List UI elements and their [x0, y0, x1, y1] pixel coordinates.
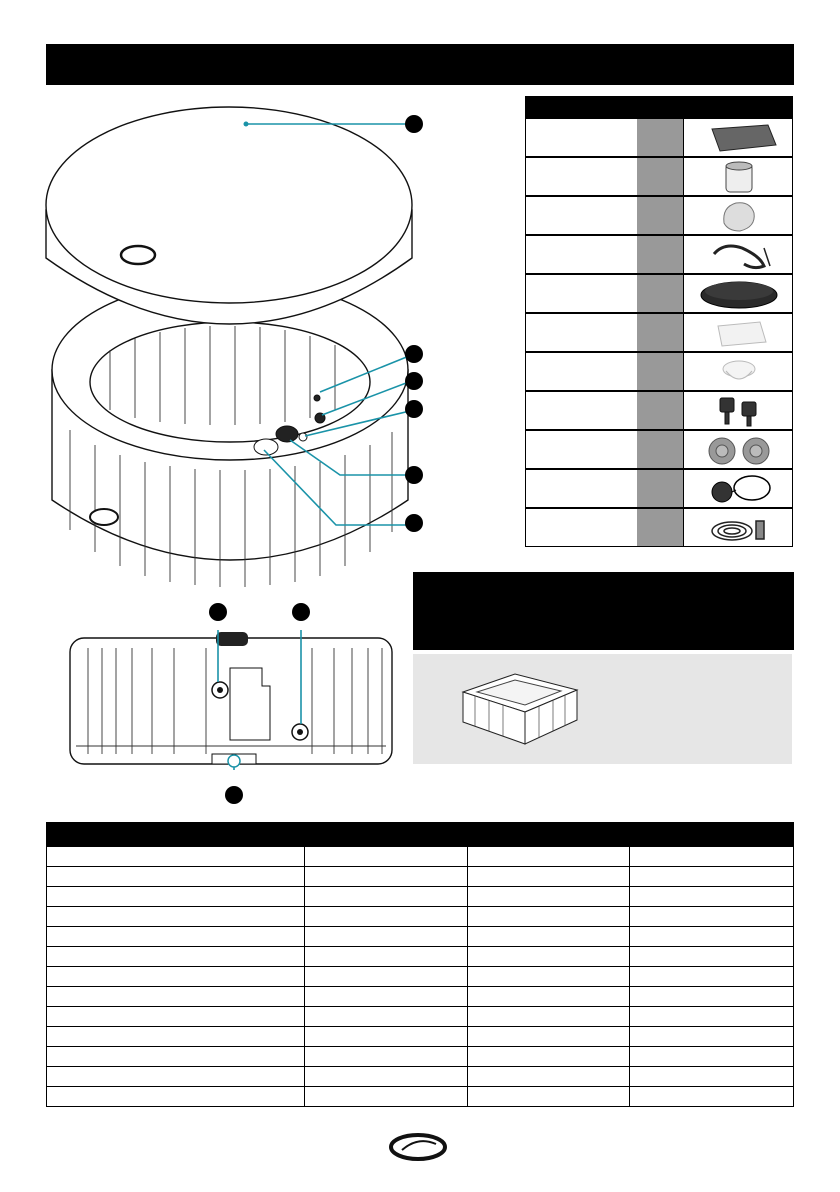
accessory-row	[525, 118, 793, 157]
specs-cell	[304, 867, 468, 887]
callout-marker-4	[405, 400, 423, 418]
specs-cell	[630, 947, 794, 967]
brand-logo-icon	[388, 1132, 448, 1162]
specs-cell	[468, 1007, 630, 1027]
specs-cell	[304, 907, 468, 927]
specs-cell	[630, 847, 794, 867]
specs-cell	[630, 887, 794, 907]
specs-cell	[468, 887, 630, 907]
specs-table	[46, 846, 794, 1107]
led-light-strip-icon	[712, 521, 764, 540]
accessory-row	[525, 469, 793, 508]
chemical-floater-icon	[724, 203, 754, 231]
specs-row	[47, 1067, 794, 1087]
cover-lock-icon	[720, 398, 756, 426]
specs-cell	[304, 947, 468, 967]
specs-cell	[630, 907, 794, 927]
specs-cell	[304, 967, 468, 987]
specs-cell	[468, 1067, 630, 1087]
specs-cell	[304, 1027, 468, 1047]
specs-row	[47, 927, 794, 947]
cover-logo	[121, 246, 155, 264]
specs-cell	[47, 1027, 305, 1047]
callout-marker-8	[292, 603, 310, 621]
specs-cell	[47, 967, 305, 987]
specs-cell	[47, 1067, 305, 1087]
tub-logo	[90, 509, 118, 525]
callout-marker-1	[405, 115, 423, 133]
square-model-panel	[413, 654, 792, 764]
specs-cell	[47, 927, 305, 947]
specs-row	[47, 1047, 794, 1067]
specs-cell	[304, 847, 468, 867]
specs-cell	[304, 1007, 468, 1027]
accessory-row	[525, 274, 793, 313]
tub-side-view	[66, 630, 396, 770]
specs-cell	[47, 987, 305, 1007]
specs-cell	[630, 867, 794, 887]
specs-row	[47, 967, 794, 987]
specs-cell	[304, 887, 468, 907]
spa-cover-icon	[701, 282, 777, 308]
specs-cell	[47, 887, 305, 907]
specs-row	[47, 887, 794, 907]
specs-cell	[630, 1087, 794, 1107]
specs-cell	[468, 867, 630, 887]
hot-tub-illustration	[40, 100, 430, 600]
specs-cell	[630, 967, 794, 987]
specs-row	[47, 1027, 794, 1047]
filter-cartridge-icon	[726, 162, 752, 192]
specs-cell	[468, 1087, 630, 1107]
specs-cell	[468, 987, 630, 1007]
callout-marker-7	[209, 603, 227, 621]
drain-adapter-icon	[712, 476, 770, 502]
page-header-bar	[46, 44, 794, 85]
specs-cell	[47, 847, 305, 867]
inflation-hose-icon	[714, 246, 770, 268]
specs-cell	[47, 1007, 305, 1027]
callout-marker-6	[405, 514, 423, 532]
accessory-row	[525, 157, 793, 196]
callout-marker-9	[225, 786, 243, 804]
specs-cell	[47, 867, 305, 887]
filter-housing-icon	[723, 361, 755, 379]
specs-row	[47, 1007, 794, 1027]
specs-cell	[304, 987, 468, 1007]
floor-protector-icon	[718, 322, 766, 346]
specs-cell	[304, 1067, 468, 1087]
accessory-row	[525, 508, 793, 547]
specs-cell	[468, 907, 630, 927]
callout-marker-2	[405, 345, 423, 363]
specs-cell	[630, 1047, 794, 1067]
square-tub-icon	[455, 672, 585, 752]
specs-cell	[47, 1087, 305, 1107]
spa-cover	[46, 107, 412, 324]
specs-cell	[630, 1007, 794, 1027]
specs-row	[47, 947, 794, 967]
accessory-row	[525, 196, 793, 235]
specs-cell	[468, 1047, 630, 1067]
specs-cell	[468, 927, 630, 947]
specs-row	[47, 1087, 794, 1107]
accessories-header	[525, 96, 793, 118]
specs-cell	[468, 947, 630, 967]
accessory-row	[525, 391, 793, 430]
specs-cell	[468, 967, 630, 987]
specs-cell	[47, 1047, 305, 1067]
specs-cell	[468, 1027, 630, 1047]
specs-cell	[47, 907, 305, 927]
drain-plug-caps-icon	[709, 438, 769, 464]
specs-cell	[304, 927, 468, 947]
accessory-row	[525, 313, 793, 352]
accessory-row	[525, 235, 793, 274]
specs-row	[47, 867, 794, 887]
specs-cell	[630, 1067, 794, 1087]
square-model-header	[413, 572, 794, 650]
specs-cell	[304, 1047, 468, 1067]
accessory-row	[525, 430, 793, 469]
callout-marker-5	[405, 466, 423, 484]
specs-cell	[468, 847, 630, 867]
specs-cell	[304, 1087, 468, 1107]
specs-header	[46, 822, 794, 846]
specs-row	[47, 847, 794, 867]
accessory-row	[525, 352, 793, 391]
specs-row	[47, 907, 794, 927]
specs-cell	[630, 987, 794, 1007]
specs-cell	[630, 1027, 794, 1047]
ground-mat-icon	[712, 125, 776, 151]
specs-cell	[630, 927, 794, 947]
specs-cell	[47, 947, 305, 967]
callout-marker-3	[405, 372, 423, 390]
specs-row	[47, 987, 794, 1007]
